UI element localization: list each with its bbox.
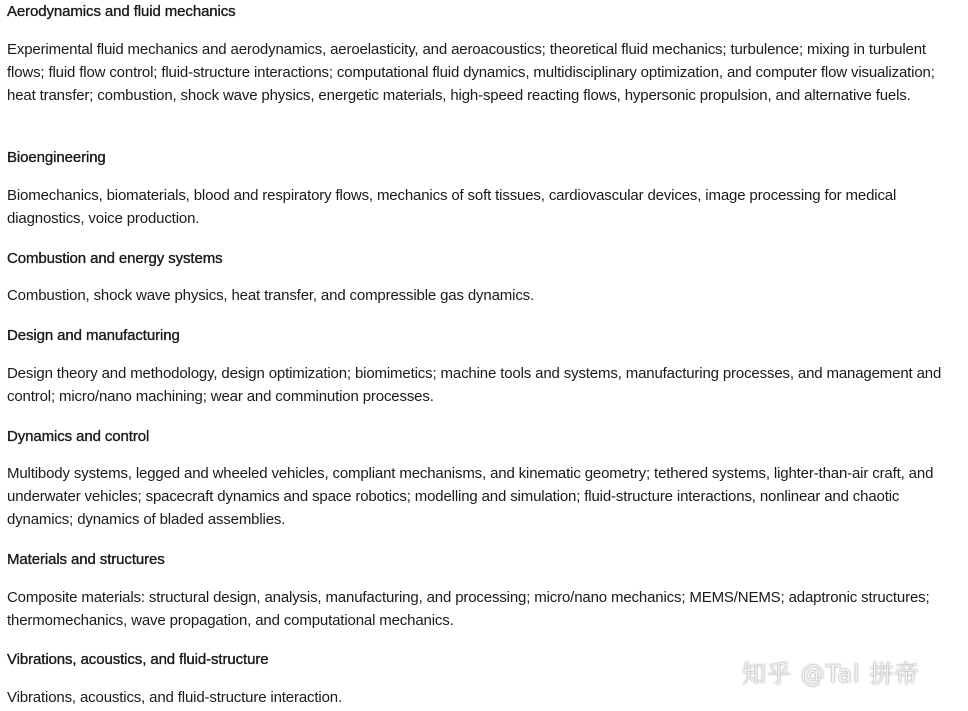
section-body-vibrations: Vibrations, acoustics, and fluid-structure interaction. <box>7 689 342 706</box>
section-heading-aerodynamics: Aerodynamics and fluid mechanics <box>7 3 236 20</box>
section-body-combustion: Combustion, shock wave physics, heat transfer, and compressible gas dynamics. <box>7 287 535 304</box>
section-body-bioengineering: Biomechanics, biomaterials, blood and respiratory flows, mechanics of soft tissues, cardiovascular devices, image processing for medical diagnostics, voice production. <box>7 187 897 227</box>
section-heading-design: Design and manufacturing <box>7 327 180 344</box>
section-body-aerodynamics: Experimental fluid mechanics and aerodynamics, aeroelasticity, and aeroacoustics; theoretical fluid mechanics; turbulence; mixing in turbulent flows; fluid flow control; fluid-structure interactions; computational fluid dynamics, multidisciplinary optimization, and computer flow visualization; heat transfer; combustion, shock wave physics, energetic materials, high-speed reacting flows, hypersonic propulsion, and alternative fuels. <box>7 41 935 104</box>
watermark: 知乎 @Tal 拼帝 <box>742 660 920 688</box>
section-heading-bioengineering: Bioengineering <box>7 149 106 166</box>
section-body-dynamics: Multibody systems, legged and wheeled vehicles, compliant mechanisms, and kinematic geometry; tethered systems, lighter-than-air craft, and underwater vehicles; spacecraft dynamics and space robotics; modelling and simulation; fluid-structure interactions, nonlinear and chaotic dynamics; dynamics of bladed assemblies. <box>7 465 934 528</box>
section-heading-combustion: Combustion and energy systems <box>7 250 223 267</box>
section-body-materials: Composite materials: structural design, analysis, manufacturing, and processing; micro/nano mechanics; MEMS/NEMS; adaptronic structures; thermomechanics, wave propagation, and computational mechanics. <box>7 589 930 629</box>
section-heading-materials: Materials and structures <box>7 551 165 568</box>
section-heading-dynamics: Dynamics and control <box>7 428 150 445</box>
section-heading-vibrations: Vibrations, acoustics, and fluid-structure <box>7 651 269 668</box>
section-body-design: Design theory and methodology, design optimization; biomimetics; machine tools and systems, manufacturing processes, and management and control; micro/nano machining; wear and comminution processes. <box>7 365 942 405</box>
